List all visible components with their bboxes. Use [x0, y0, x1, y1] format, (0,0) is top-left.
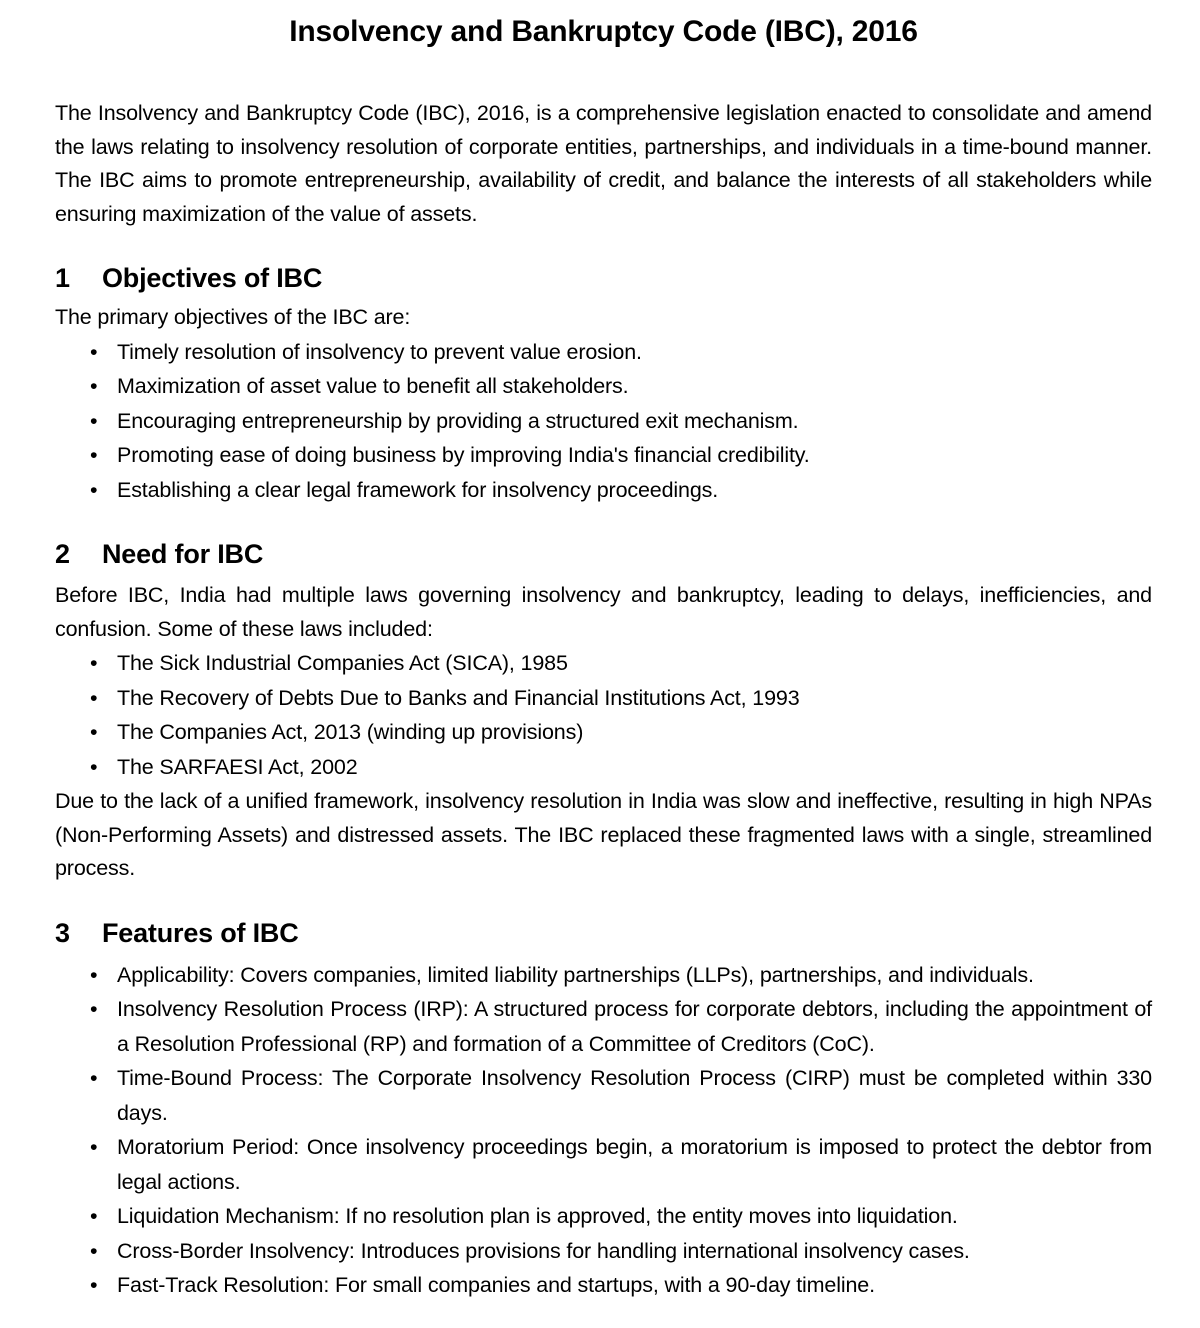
- list-item: • Time-Bound Process: The Corporate Insolvency Resolution Process (CIRP) must be completed within 330 days.: [90, 1061, 1152, 1130]
- previous-laws-list: [55, 646, 1152, 784]
- objectives-list: [55, 335, 1152, 508]
- list-item: • Cross-Border Insolvency: Introduces provisions for handling international insolvency cases.: [90, 1234, 1152, 1269]
- section-title: Objectives of IBC: [102, 263, 323, 293]
- list-item: • Insolvency Resolution Process (IRP): A structured process for corporate debtors, including the appointment of a Resolution Professional (RP) and formation of a Committee of Creditors (CoC).: [90, 992, 1152, 1061]
- list-item: • Establishing a clear legal framework for insolvency proceedings.: [90, 473, 1152, 508]
- bullet-icon: •: [90, 339, 98, 364]
- list-item: • Timely resolution of insolvency to prevent value erosion.: [90, 335, 1152, 370]
- bullet-icon: •: [90, 651, 98, 675]
- section-number: 3: [55, 917, 70, 948]
- features-list: [55, 958, 1152, 1303]
- list-item: • Moratorium Period: Once insolvency proceedings begin, a moratorium is imposed to protect the debtor from legal actions.: [90, 1130, 1152, 1199]
- need-closing: Due to the lack of a unified framework, insolvency resolution in India was slow and ineffective, resulting in high NPAs (Non-Performing Assets) and distressed assets. The IBC replaced these fragmented laws with a single, streamlined process.: [55, 789, 1152, 880]
- bullet-icon: •: [90, 477, 98, 502]
- section-heading-features: [55, 916, 1152, 950]
- section-title: Features of IBC: [102, 917, 299, 948]
- section-number: 2: [55, 539, 70, 569]
- bullet-icon: •: [90, 997, 98, 1021]
- bullet-icon: •: [90, 1066, 98, 1090]
- list-item: • The Recovery of Debts Due to Banks and Financial Institutions Act, 1993: [90, 681, 1152, 716]
- bullet-icon: •: [90, 443, 98, 467]
- section-number: 1: [55, 263, 70, 293]
- bullet-icon: •: [90, 1273, 98, 1297]
- intro-paragraph: The Insolvency and Bankruptcy Code (IBC), 2016, is a comprehensive legislation enacted to consolidate and amend the laws relating to insolvency resolution of corporate entities, partnerships, and individuals in a time-bound manner. The IBC aims to promote entrepreneurship, availability of credit, and balance the interests of all stakeholders while ensuring maximization of the value of assets.: [55, 101, 1152, 226]
- section-title: Need for IBC: [102, 539, 264, 569]
- list-item: • Encouraging entrepreneurship by providing a structured exit mechanism.: [90, 404, 1152, 439]
- objectives-lead: The primary objectives of the IBC are:: [55, 305, 411, 329]
- list-item: • The Sick Industrial Companies Act (SICA), 1985: [90, 646, 1152, 681]
- list-item: • Applicability: Covers companies, limited liability partnerships (LLPs), partnerships, and individuals.: [90, 958, 1152, 993]
- bullet-icon: •: [90, 720, 98, 744]
- list-item: • Fast-Track Resolution: For small companies and startups, with a 90-day timeline.: [90, 1268, 1152, 1303]
- bullet-icon: •: [90, 962, 98, 987]
- bullet-icon: •: [90, 754, 98, 779]
- bullet-icon: •: [90, 1238, 98, 1263]
- bullet-icon: •: [90, 408, 98, 433]
- need-lead: Before IBC, India had multiple laws governing insolvency and bankruptcy, leading to delays, inefficiencies, and confusion. Some of these laws included:: [55, 583, 1152, 641]
- list-item: • Promoting ease of doing business by improving India's financial credibility.: [90, 438, 1152, 473]
- bullet-icon: •: [90, 685, 98, 710]
- list-item: • Liquidation Mechanism: If no resolution plan is approved, the entity moves into liquidation.: [90, 1199, 1152, 1234]
- list-item: • The SARFAESI Act, 2002: [90, 750, 1152, 785]
- list-item: • The Companies Act, 2013 (winding up provisions): [90, 715, 1152, 750]
- bullet-icon: •: [90, 1135, 98, 1159]
- section-heading-objectives: [55, 261, 1152, 295]
- bullet-icon: •: [90, 374, 98, 398]
- document-title: Insolvency and Bankruptcy Code (IBC), 2016: [289, 15, 918, 48]
- bullet-icon: •: [90, 1204, 98, 1228]
- section-heading-need: [55, 537, 1152, 571]
- list-item: • Maximization of asset value to benefit all stakeholders.: [90, 369, 1152, 404]
